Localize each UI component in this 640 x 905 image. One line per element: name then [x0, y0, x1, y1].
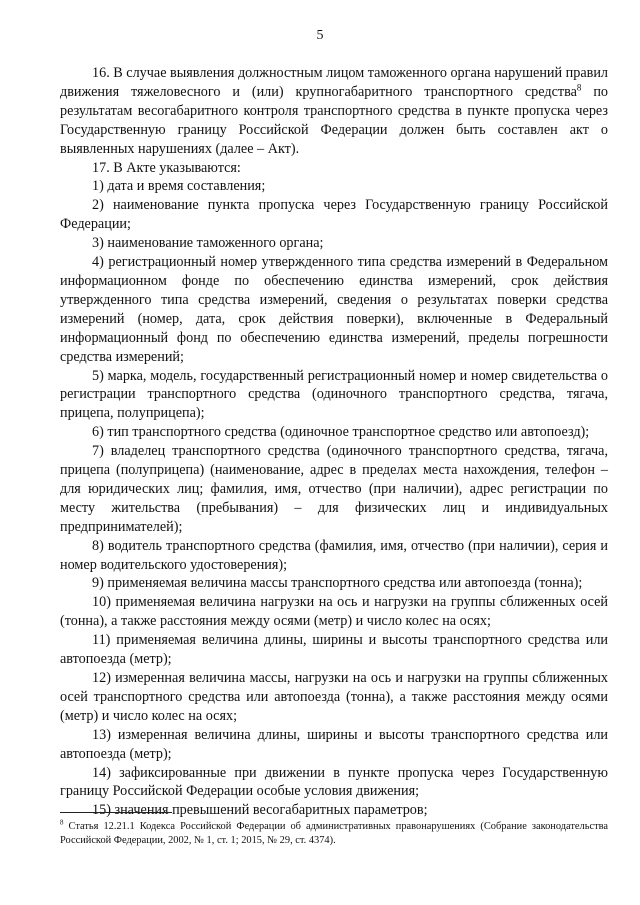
list-item: 4) регистрационный номер утвержденного типа средства измерений в Федеральном информационном фонде по обеспечению единства измерений, срок действия утвержденного типа средства измерений, сведения о результатах поверки средства измерений (номер, дата, срок действия поверки), включенные в Федеральный информационный фонд по обеспечению единства измерений, пределы погрешности средства измерений; — [60, 254, 608, 365]
list-item: 10) применяемая величина нагрузки на ось и нагрузки на группы сближенных осей (тонна), а также расстояния между осями (метр) и число колес на осях; — [60, 594, 608, 630]
list-item: 2) наименование пункта пропуска через Государственную границу Российской Федерации; — [60, 197, 608, 233]
list-item: 12) измеренная величина массы, нагрузки на ось и нагрузки на группы сближенных осей транспортного средства или автопоезда (тонна), а также расстояния между осями (метр) и число колес на осях; — [60, 670, 608, 724]
paragraph-16: 16. В случае выявления должностным лицом таможенного органа нарушений правил движения тяжеловесного и (или) крупногабаритного транспортного средства$^8$ по результатам весогабаритного контроля транспортного средства в пункте пропуска через Государственную границу Российской Федерации должен быть составлен акт о выявленных нарушениях (далее – Акт). — [60, 65, 609, 157]
list-item: 7) владелец транспортного средства (одиночного транспортного средства, тягача, прицепа (полуприцепа) (наименование, адрес в пределах места нахождения, телефон – для юридических лиц; фамилия, имя, отчество (при наличии), адрес регистрации по месту жительства (пребывания) – для физических лиц и индивидуальных предпринимателей); — [60, 443, 608, 535]
paragraph-17: 17. В Акте указываются: — [92, 159, 241, 176]
footnote-ref: 8 — [576, 82, 582, 93]
list-item: 15) значения превышений весогабаритных параметров; — [92, 802, 428, 819]
list-item: 8) водитель транспортного средства (фамилия, имя, отчество (при наличии), серия и номер водительского удостоверения); — [60, 537, 608, 573]
footnote-marker: 8 — [60, 818, 64, 827]
list-item: 5) марка, модель, государственный регистрационный номер и номер свидетельства о регистрации транспортного средства (одиночного транспортного средства, тягача, прицепа, полуприцепа); — [60, 367, 608, 422]
document-body — [60, 64, 608, 820]
list-item: 14) зафиксированные при движении в пункте пропуска через Государственную границу Российской Федерации особые условия движения; — [60, 764, 608, 800]
list-item: 9) применяемая величина массы транспортного средства или автопоезда (тонна); — [92, 575, 583, 592]
footnote — [60, 820, 608, 848]
list-item: 1) дата и время составления; — [92, 178, 266, 195]
footnote-separator — [60, 812, 172, 813]
list-item: 13) измеренная величина длины, ширины и высоты транспортного средства или автопоезда (метр); — [60, 726, 608, 762]
list-item: 3) наименование таможенного органа; — [92, 235, 324, 252]
list-item: 6) тип транспортного средства (одиночное транспортное средство или автопоезд); — [92, 424, 590, 441]
page-number: 5 — [316, 28, 324, 43]
list-item: 11) применяемая величина длины, ширины и высоты транспортного средства или автопоезда (метр); — [60, 632, 608, 668]
footnote-text: Статья 12.21.1 Кодекса Российской Федерации об административных правонарушениях (Собрание законодательства Российской Федерации, 2002, № 1, ст. 1; 2015, № 29, ст. 4374). — [60, 821, 608, 846]
